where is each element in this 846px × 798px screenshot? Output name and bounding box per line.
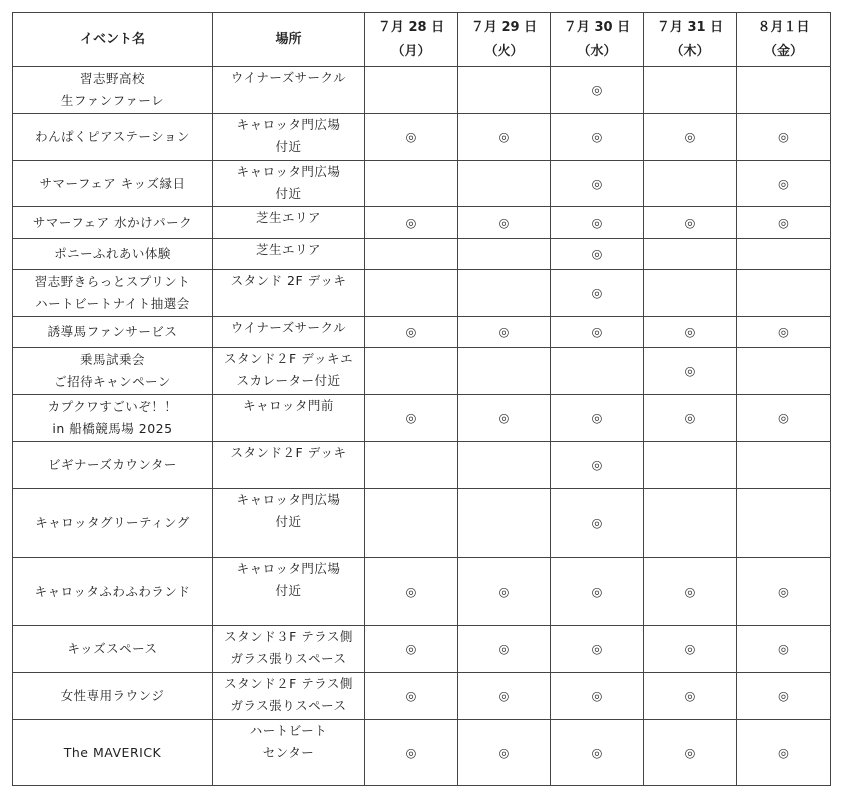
table-row — [13, 442, 831, 489]
double-circle-mark: ◎ — [591, 129, 603, 144]
day-cell-2 — [551, 270, 644, 317]
double-circle-mark: ◎ — [684, 688, 696, 703]
table-row — [13, 626, 831, 673]
event-schedule-table — [12, 12, 831, 786]
day-cell-2 — [551, 558, 644, 626]
event-name-header: イベント名 — [13, 13, 213, 67]
date-header-1 — [458, 13, 551, 67]
venue-cell — [213, 720, 365, 786]
venue-line: ガラス張りスペース — [230, 651, 347, 666]
day-cell-1 — [458, 489, 551, 558]
day-cell-2 — [551, 442, 644, 489]
venue-cell — [213, 489, 365, 558]
event-name-line: 誘導馬ファンサービス — [47, 324, 178, 339]
day-cell-3 — [644, 558, 737, 626]
venue-cell — [213, 673, 365, 720]
venue-cell — [213, 161, 365, 207]
double-circle-mark: ◎ — [405, 744, 417, 760]
day-cell-2 — [551, 348, 644, 395]
event-name-line: サマーフェア 水かけパーク — [32, 214, 193, 230]
double-circle-mark: ◎ — [684, 410, 696, 425]
day-cell-4 — [737, 720, 831, 786]
day-cell-3 — [644, 673, 737, 720]
day-cell-2 — [551, 673, 644, 720]
date-label: ７月 28 日 — [377, 19, 445, 35]
day-cell-3 — [644, 442, 737, 489]
double-circle-mark: ◎ — [405, 214, 417, 230]
day-cell-4 — [737, 348, 831, 395]
table-row — [13, 207, 831, 239]
day-cell-4 — [737, 270, 831, 317]
day-cell-2 — [551, 114, 644, 161]
double-circle-mark: ◎ — [684, 641, 696, 656]
double-circle-mark: ◎ — [778, 129, 789, 144]
venue-line: スタンド３F テラス側 — [224, 629, 353, 644]
day-cell-4 — [737, 239, 831, 270]
event-name-line: キャロッタふわふわランド — [34, 583, 191, 599]
venue-cell — [213, 395, 365, 442]
day-cell-1 — [458, 348, 551, 395]
event-name-cell — [13, 673, 213, 720]
day-cell-0 — [365, 395, 458, 442]
double-circle-mark: ◎ — [778, 688, 789, 703]
venue-line: キャロッタ門広場 — [236, 561, 341, 576]
table-row — [13, 489, 831, 558]
day-cell-2 — [551, 207, 644, 239]
weekday-label: （火） — [484, 43, 524, 59]
double-circle-mark: ◎ — [778, 641, 789, 656]
header-row — [13, 13, 831, 67]
venue-line: キャロッタ門広場 — [236, 117, 341, 132]
day-cell-3 — [644, 114, 737, 161]
day-cell-0 — [365, 720, 458, 786]
day-cell-1 — [458, 442, 551, 489]
event-name-line: わんぱくピアステーション — [35, 129, 190, 144]
event-name-line: 習志野高校 — [79, 71, 145, 86]
day-cell-0 — [365, 348, 458, 395]
double-circle-mark: ◎ — [591, 688, 603, 703]
day-cell-0 — [365, 626, 458, 673]
double-circle-mark: ◎ — [591, 214, 603, 230]
venue-line: スタンド２F デッキエ — [224, 351, 353, 366]
day-cell-3 — [644, 626, 737, 673]
event-name-line: in 船橋競馬場 2025 — [52, 421, 173, 436]
double-circle-mark: ◎ — [498, 410, 510, 425]
day-cell-1 — [458, 114, 551, 161]
venue-line: 付近 — [275, 139, 302, 154]
table-row — [13, 114, 831, 161]
event-name-cell — [13, 442, 213, 489]
double-circle-mark: ◎ — [498, 744, 510, 760]
day-cell-1 — [458, 207, 551, 239]
double-circle-mark: ◎ — [405, 688, 417, 703]
day-cell-1 — [458, 317, 551, 348]
day-cell-3 — [644, 207, 737, 239]
event-name-cell — [13, 239, 213, 270]
day-cell-4 — [737, 395, 831, 442]
day-cell-2 — [551, 317, 644, 348]
double-circle-mark: ◎ — [778, 410, 789, 425]
double-circle-mark: ◎ — [498, 214, 510, 230]
double-circle-mark: ◎ — [405, 583, 417, 599]
double-circle-mark: ◎ — [684, 363, 696, 378]
double-circle-mark: ◎ — [498, 583, 510, 599]
day-cell-0 — [365, 270, 458, 317]
day-cell-2 — [551, 626, 644, 673]
table-row — [13, 270, 831, 317]
table-row — [13, 161, 831, 207]
double-circle-mark: ◎ — [778, 175, 789, 191]
venue-line: スタンド２F デッキ — [230, 445, 347, 460]
venue-line: ウイナーズサークル — [230, 320, 347, 335]
event-name-cell — [13, 626, 213, 673]
double-circle-mark: ◎ — [591, 744, 603, 760]
schedule-body — [13, 67, 831, 786]
event-name-line: ご招待キャンペーン — [54, 374, 171, 389]
day-cell-3 — [644, 161, 737, 207]
event-name-cell — [13, 489, 213, 558]
venue-line: 付近 — [275, 583, 302, 598]
event-name-cell — [13, 720, 213, 786]
table-row — [13, 67, 831, 114]
double-circle-mark: ◎ — [591, 82, 603, 97]
event-name-line: 乗馬試乗会 — [79, 352, 145, 367]
day-cell-2 — [551, 67, 644, 114]
venue-cell — [213, 317, 365, 348]
double-circle-mark: ◎ — [591, 324, 603, 339]
venue-line: 芝生エリア — [255, 210, 321, 225]
day-cell-0 — [365, 161, 458, 207]
event-name-line: キャロッタグリーティング — [35, 515, 190, 530]
double-circle-mark: ◎ — [405, 410, 417, 425]
day-cell-4 — [737, 558, 831, 626]
day-cell-0 — [365, 317, 458, 348]
weekday-label: （木） — [670, 43, 710, 59]
double-circle-mark: ◎ — [591, 246, 603, 261]
day-cell-1 — [458, 161, 551, 207]
date-label: ７月 31 日 — [656, 19, 724, 35]
venue-line: センター — [262, 745, 315, 760]
day-cell-2 — [551, 720, 644, 786]
event-name-line: キッズスペース — [67, 641, 158, 656]
venue-cell — [213, 626, 365, 673]
day-cell-0 — [365, 558, 458, 626]
event-name-line: 女性専用ラウンジ — [60, 688, 165, 703]
day-cell-1 — [458, 239, 551, 270]
event-name-cell — [13, 317, 213, 348]
event-name-line: 習志野きらっとスプリント — [34, 274, 191, 289]
day-cell-2 — [551, 489, 644, 558]
double-circle-mark: ◎ — [591, 175, 603, 191]
table-row — [13, 720, 831, 786]
double-circle-mark: ◎ — [684, 744, 696, 760]
event-name-line: ビギナーズカウンター — [48, 457, 177, 472]
day-cell-3 — [644, 489, 737, 558]
day-cell-4 — [737, 317, 831, 348]
venue-line: 付近 — [275, 186, 302, 201]
day-cell-2 — [551, 395, 644, 442]
day-cell-4 — [737, 161, 831, 207]
day-cell-4 — [737, 626, 831, 673]
double-circle-mark: ◎ — [684, 583, 696, 599]
venue-cell — [213, 207, 365, 239]
date-header-0 — [365, 13, 458, 67]
venue-line: キャロッタ門前 — [243, 398, 334, 413]
day-cell-4 — [737, 442, 831, 489]
double-circle-mark: ◎ — [498, 688, 510, 703]
day-cell-0 — [365, 67, 458, 114]
venue-line: スカレーター付近 — [236, 373, 341, 388]
date-label: ７月 29 日 — [470, 19, 538, 35]
double-circle-mark: ◎ — [591, 410, 603, 425]
day-cell-3 — [644, 395, 737, 442]
venue-line: スタンド２F テラス側 — [224, 676, 353, 691]
venue-cell — [213, 114, 365, 161]
double-circle-mark: ◎ — [405, 641, 417, 656]
day-cell-1 — [458, 270, 551, 317]
day-cell-1 — [458, 395, 551, 442]
double-circle-mark: ◎ — [591, 457, 603, 472]
table-row — [13, 348, 831, 395]
venue-cell — [213, 558, 365, 626]
double-circle-mark: ◎ — [591, 641, 603, 656]
double-circle-mark: ◎ — [684, 214, 696, 230]
day-cell-3 — [644, 67, 737, 114]
double-circle-mark: ◎ — [498, 641, 510, 656]
table-row — [13, 673, 831, 720]
double-circle-mark: ◎ — [591, 285, 603, 300]
date-header-3 — [644, 13, 737, 67]
date-header-4 — [737, 13, 831, 67]
double-circle-mark: ◎ — [684, 324, 696, 339]
day-cell-4 — [737, 67, 831, 114]
day-cell-3 — [644, 348, 737, 395]
date-header-2 — [551, 13, 644, 67]
event-name-line: カプクワすごいぞ！！ — [47, 399, 178, 414]
event-name-cell — [13, 161, 213, 207]
double-circle-mark: ◎ — [684, 129, 696, 144]
weekday-label: （水） — [577, 43, 617, 59]
day-cell-3 — [644, 720, 737, 786]
venue-cell — [213, 442, 365, 489]
event-name-line: サマーフェア キッズ縁日 — [39, 175, 186, 191]
venue-line: 付近 — [275, 514, 302, 529]
day-cell-0 — [365, 442, 458, 489]
day-cell-2 — [551, 161, 644, 207]
double-circle-mark: ◎ — [405, 129, 417, 144]
double-circle-mark: ◎ — [778, 744, 789, 760]
weekday-label: （金） — [763, 43, 803, 59]
double-circle-mark: ◎ — [778, 214, 789, 230]
venue-line: 芝生エリア — [255, 242, 321, 257]
venue-cell — [213, 239, 365, 270]
event-name-cell — [13, 114, 213, 161]
event-name-cell — [13, 348, 213, 395]
venue-line: ウイナーズサークル — [230, 70, 347, 85]
day-cell-4 — [737, 114, 831, 161]
double-circle-mark: ◎ — [498, 324, 510, 339]
table-row — [13, 317, 831, 348]
event-name-cell — [13, 395, 213, 442]
event-name-line: 生ファンファーレ — [60, 93, 165, 108]
event-name-cell — [13, 207, 213, 239]
venue-line: キャロッタ門広場 — [236, 164, 341, 179]
date-label: ８月１日 — [757, 19, 810, 35]
table-row — [13, 395, 831, 442]
day-cell-1 — [458, 673, 551, 720]
venue-cell — [213, 67, 365, 114]
date-label: ７月 30 日 — [563, 19, 631, 35]
day-cell-3 — [644, 317, 737, 348]
weekday-label: （月） — [391, 43, 431, 59]
venue-line: ガラス張りスペース — [230, 698, 347, 713]
day-cell-0 — [365, 114, 458, 161]
venue-cell — [213, 270, 365, 317]
day-cell-4 — [737, 207, 831, 239]
day-cell-4 — [737, 673, 831, 720]
double-circle-mark: ◎ — [778, 324, 789, 339]
day-cell-1 — [458, 720, 551, 786]
event-name-line: The MAVERICK — [63, 744, 162, 760]
day-cell-4 — [737, 489, 831, 558]
event-name-line: ハートビートナイト抽選会 — [35, 296, 190, 311]
double-circle-mark: ◎ — [778, 583, 789, 599]
day-cell-0 — [365, 489, 458, 558]
double-circle-mark: ◎ — [591, 583, 603, 599]
day-cell-0 — [365, 673, 458, 720]
venue-line: キャロッタ門広場 — [236, 492, 341, 507]
day-cell-3 — [644, 270, 737, 317]
table-row — [13, 558, 831, 626]
day-cell-0 — [365, 239, 458, 270]
venue-header: 場所 — [213, 13, 365, 67]
venue-line: スタンド 2F デッキ — [230, 273, 347, 288]
event-name-cell — [13, 270, 213, 317]
day-cell-1 — [458, 67, 551, 114]
double-circle-mark: ◎ — [405, 324, 417, 339]
venue-cell — [213, 348, 365, 395]
day-cell-3 — [644, 239, 737, 270]
event-name-cell — [13, 558, 213, 626]
day-cell-1 — [458, 558, 551, 626]
table-row — [13, 239, 831, 270]
day-cell-0 — [365, 207, 458, 239]
double-circle-mark: ◎ — [498, 129, 510, 144]
double-circle-mark: ◎ — [591, 515, 603, 530]
venue-line: ハートビート — [249, 723, 328, 738]
event-name-cell — [13, 67, 213, 114]
day-cell-1 — [458, 626, 551, 673]
event-name-line: ポニーふれあい体験 — [54, 246, 171, 261]
day-cell-2 — [551, 239, 644, 270]
